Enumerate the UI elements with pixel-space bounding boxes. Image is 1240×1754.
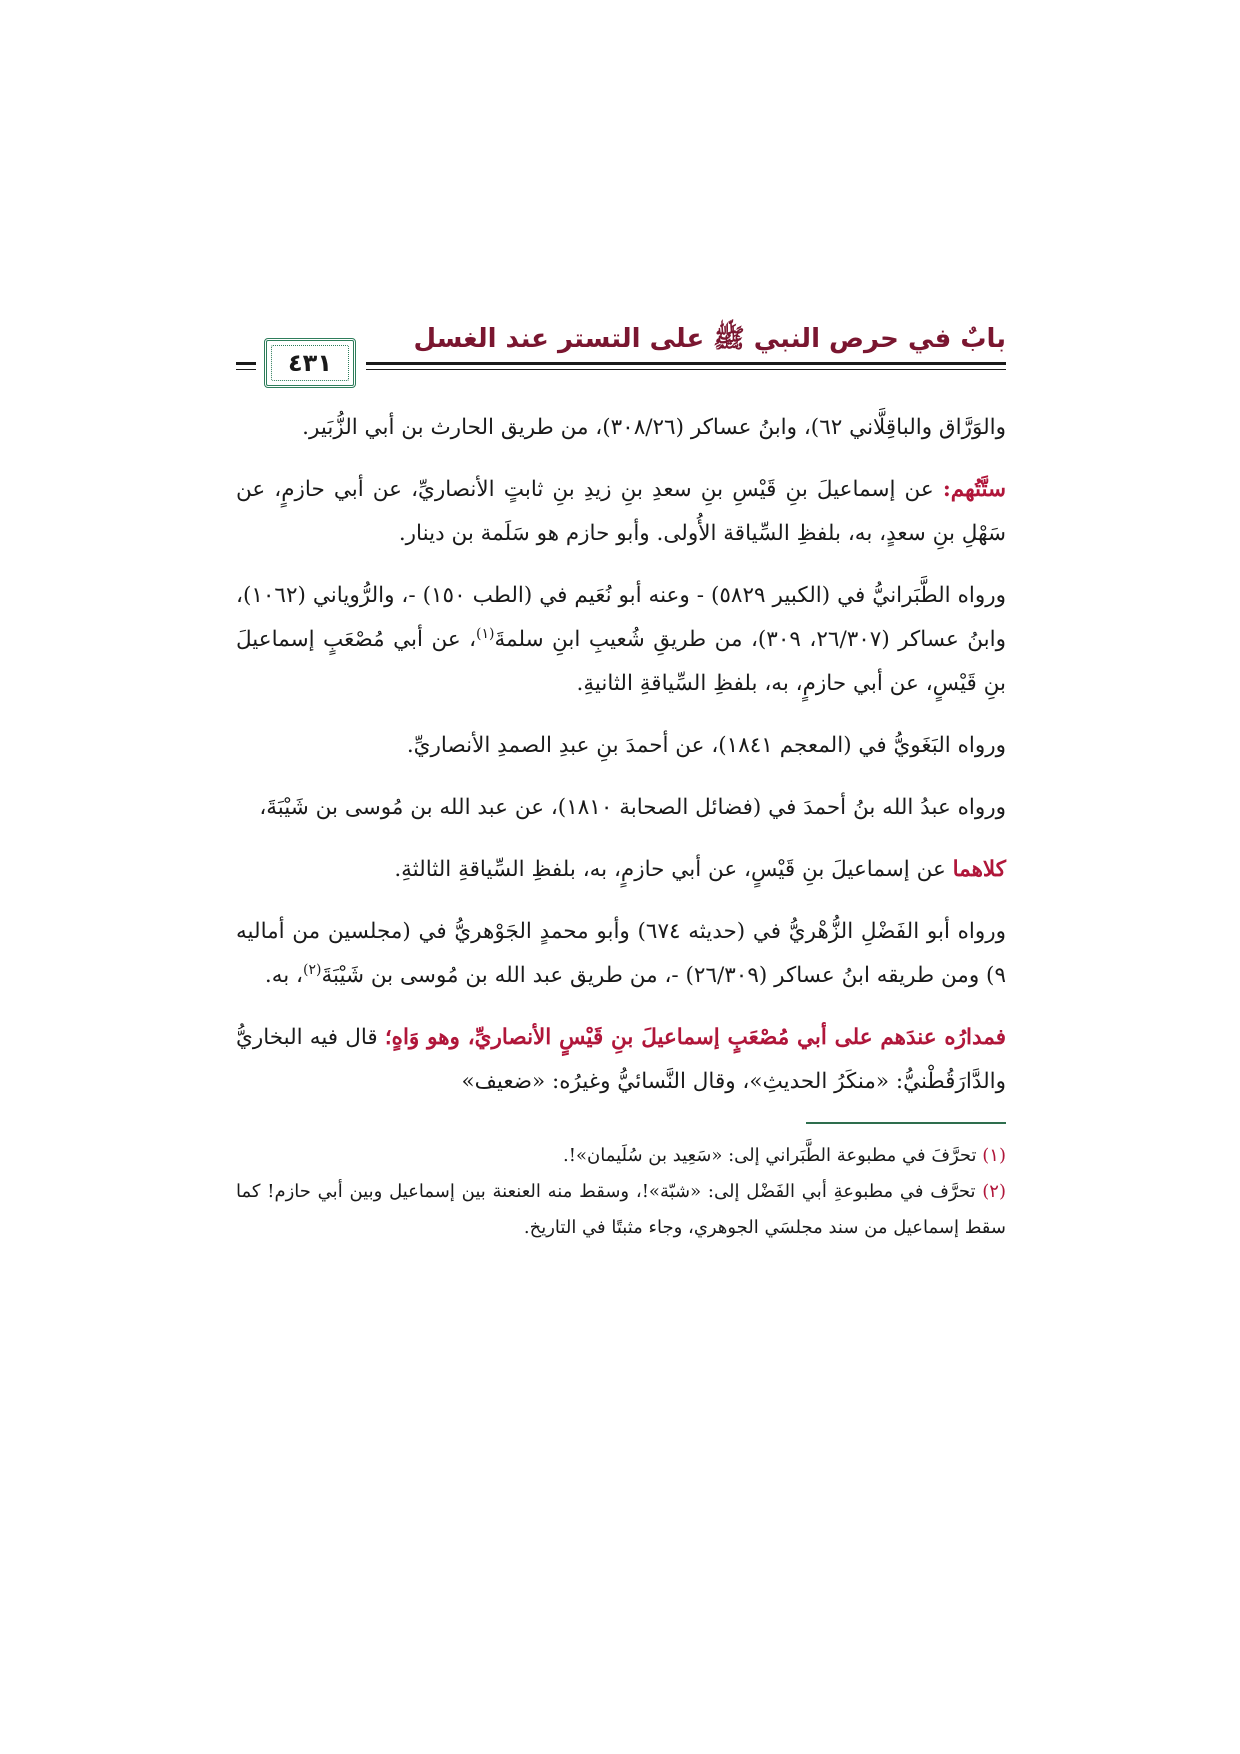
footnote	[236, 1174, 1006, 1246]
footnote-marker[interactable]: (١)	[476, 625, 495, 642]
page-number: ٤٣١	[288, 349, 332, 377]
book-page	[236, 310, 1006, 1630]
paragraph-text: ورواه عبدُ الله بنُ أحمدَ في (فضائل الصحابة ١٨١٠)، عن عبد الله بن مُوسى بن شَيْبَةَ،	[259, 795, 1006, 820]
paragraph-text: ورواه الطَّبَرانيُّ في (الكبير ٥٨٢٩) - وعنه أبو نُعَيم في (الطب ١٥٠) -، والرُّوياني (١٠٦٢)، وابنُ عساكر (٢٦/٣٠٧، ٣٠٩)، من طريقِ شُعيبِ ابنِ سلمةَ	[236, 583, 1007, 652]
page-header	[236, 310, 1006, 400]
page-body	[236, 406, 1006, 1104]
footnote-number: (١)	[982, 1145, 1006, 1166]
paragraph	[236, 910, 1006, 998]
paragraph	[236, 468, 1006, 556]
paragraph-text: والوَرَّاق والباقِلَّاني ٦٢)، وابنُ عساكر (٣٠٨/٢٦)، من طريق الحارث بن أبي الزُّبَير.	[302, 415, 1006, 440]
paragraph	[236, 786, 1006, 830]
paragraph-text-after: ، به.	[264, 963, 303, 988]
paragraph	[236, 406, 1006, 450]
paragraph	[236, 724, 1006, 768]
paragraph	[236, 1016, 1006, 1104]
paragraph-lead: ستَّتُهم:	[942, 477, 1006, 502]
paragraph	[236, 574, 1006, 706]
footnote-number: (٢)	[982, 1181, 1006, 1202]
paragraph-lead: كلاهما	[952, 857, 1006, 882]
paragraph-lead: فمدارُه عندَهم على أبي مُصْعَبٍ إسماعيلَ بنِ قَيْسٍ الأنصاريِّ، وهو وَاهٍ؛	[384, 1025, 1006, 1050]
paragraph-text: عن إسماعيلَ بنِ قَيْسِ بنِ سعدِ بنِ زيدِ بنِ ثابتٍ الأنصاريِّ، عن أبي حازمٍ، عن سَهْلِ بنِ سعدٍ، به، بلفظِ السِّياقة الأُولى. وأبو حازم هو سَلَمة بن دينار.	[236, 477, 1006, 546]
footnote-text: تحرَّف في مطبوعةِ أبي الفَضْل إلى: «شبّة»!، وسقط منه العنعنة بين إسماعيل وبين أبي حازم! كما سقط إسماعيل من سند مجلسَي الجوهري، وجاء مثبتًا في التاريخ.	[236, 1181, 1006, 1238]
paragraph	[236, 848, 1006, 892]
header-rule	[366, 362, 1006, 370]
footnotes	[236, 1138, 1006, 1246]
footnote-text: تحرَّفَ في مطبوعة الطَّبَراني إلى: «سَعِيد بن سُلَيمان»!.	[563, 1145, 983, 1166]
footnote	[236, 1138, 1006, 1174]
paragraph-text: قال فيه البخاريُّ والدَّارَقُطْنيُّ: «منكَرُ الحديثِ»، وقال النَّسائيُّ وغيرُه: «ضعيف»	[236, 1025, 1006, 1094]
paragraph-text: عن إسماعيلَ بنِ قَيْسٍ، عن أبي حازمٍ، به، بلفظِ السِّياقةِ الثالثةِ.	[394, 857, 953, 882]
footnote-marker[interactable]: (٢)	[303, 961, 322, 978]
page-number-badge	[264, 338, 356, 388]
paragraph-text: ورواه أبو الفَضْلِ الزُّهْريُّ في (حديثه ٦٧٤) وأبو محمدٍ الجَوْهريُّ في (مجلسين من أماليه ٩) ومن طريقه ابنُ عساكر (٢٦/٣٠٩) -، من طريق عبد الله بن مُوسى بن شَيْبَةَ	[236, 919, 1006, 988]
chapter-title: بابٌ في حرص النبي ﷺ على التستر عند الغسل	[413, 324, 1006, 354]
paragraph-text-after: ، عن أبي مُصْعَبٍ إسماعيلَ بنِ قَيْسٍ، عن أبي حازمٍ، به، بلفظِ السِّياقةِ الثانيةِ.	[236, 627, 1006, 696]
header-rule-left	[236, 362, 256, 370]
footnote-separator	[806, 1122, 1006, 1124]
paragraph-text: ورواه البَغَويُّ في (المعجم ١٨٤١)، عن أحمدَ بنِ عبدِ الصمدِ الأنصاريِّ.	[406, 733, 1006, 758]
